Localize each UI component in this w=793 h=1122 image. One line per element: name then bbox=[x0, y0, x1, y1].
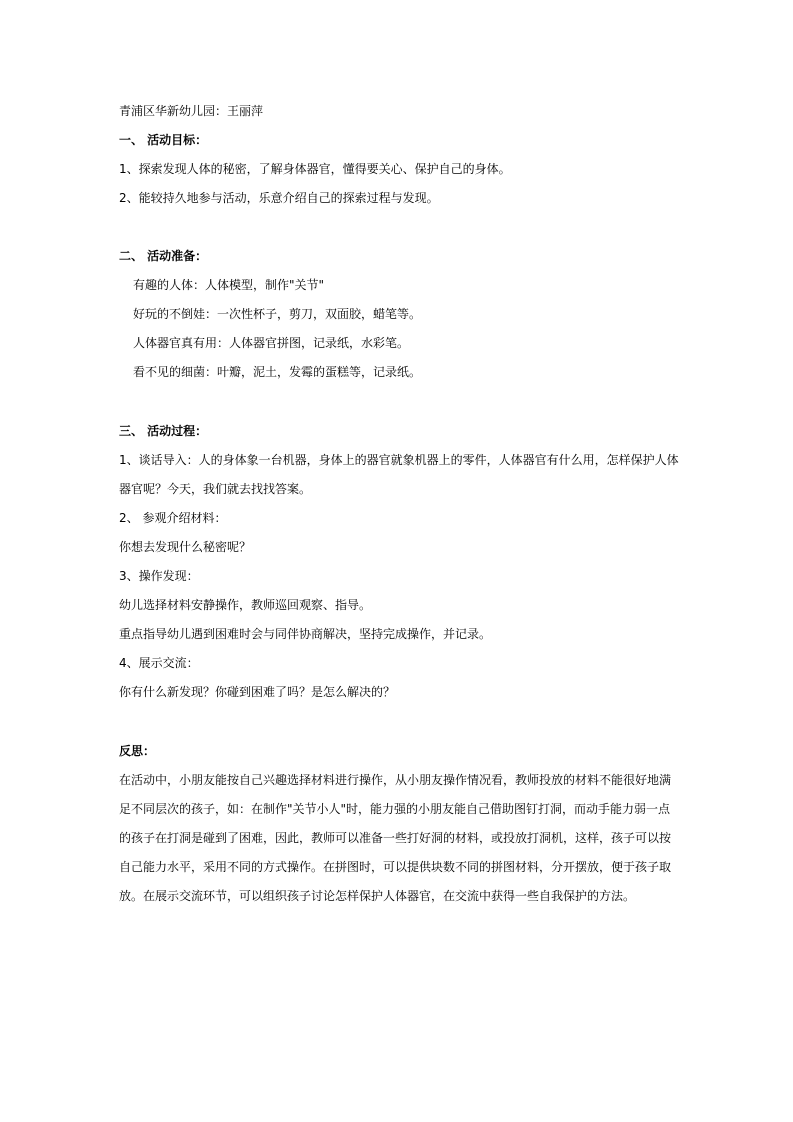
reflection-heading: 反思： bbox=[119, 744, 156, 758]
prep-item-1: 有趣的人体：人体模型，制作"关节" bbox=[133, 278, 325, 292]
prep-item-3: 人体器官真有用：人体器官拼图，记录纸，水彩笔。 bbox=[133, 336, 410, 350]
reflection-line-4: 自己能力水平，采用不同的方式操作。在拼图时，可以提供块数不同的拼图材料，分开摆放，便于孩子取 bbox=[119, 860, 672, 874]
process-line-7: 重点指导幼儿遇到困难时会与同伴协商解决，坚持完成操作，并记录。 bbox=[119, 627, 492, 641]
reflection-line-1: 在活动中，小朋友能按自己兴趣选择材料进行操作，从小朋友操作情况看，教师投放的材料不能很好地满 bbox=[119, 773, 672, 787]
prep-item-2: 好玩的不倒娃：一次性杯子，剪刀，双面胶，蜡笔等。 bbox=[133, 307, 422, 321]
goal-item-2: 2、能较持久地参与活动，乐意介绍自己的探索过程与发现。 bbox=[119, 191, 439, 205]
process-line-9: 你有什么新发现？你碰到困难了吗？是怎么解决的？ bbox=[119, 685, 396, 699]
section1-heading: 一、 活动目标： bbox=[119, 133, 208, 147]
process-line-3: 2、 参观介绍材料： bbox=[119, 511, 227, 525]
reflection-line-3: 的孩子在打洞是碰到了困难，因此，教师可以准备一些打好洞的材料，或投放打洞机，这样，孩子可以按 bbox=[119, 831, 672, 845]
author-line: 青浦区华新幼儿园：王丽萍 bbox=[119, 104, 264, 118]
reflection-line-5: 放。在展示交流环节，可以组织孩子讨论怎样保护人体器官，在交流中获得一些自我保护的方法。 bbox=[119, 889, 636, 903]
process-line-4: 你想去发现什么秘密呢？ bbox=[119, 540, 252, 554]
section2-heading: 二、 活动准备： bbox=[119, 249, 208, 263]
goal-item-1: 1、探索发现人体的秘密，了解身体器官，懂得要关心、保护自己的身体。 bbox=[119, 162, 511, 176]
process-line-6: 幼儿选择材料安静操作，教师巡回观察、指导。 bbox=[119, 598, 372, 612]
process-line-1: 1、谈话导入：人的身体象一台机器，身体上的器官就象机器上的零件，人体器官有什么用，怎样保护人体 bbox=[119, 453, 679, 467]
process-line-5: 3、操作发现： bbox=[119, 569, 199, 583]
process-line-2: 器官呢？今天，我们就去找找答案。 bbox=[119, 482, 312, 496]
prep-item-4: 看不见的细菌：叶瓣，泥土，发霉的蛋糕等，记录纸。 bbox=[133, 365, 422, 379]
reflection-line-2: 足不同层次的孩子，如：在制作"关节小人"时，能力强的小朋友能自己借助图钉打洞，而动手能力弱一点 bbox=[119, 802, 671, 816]
section3-heading: 三、 活动过程： bbox=[119, 424, 208, 438]
process-line-8: 4、展示交流： bbox=[119, 656, 199, 670]
